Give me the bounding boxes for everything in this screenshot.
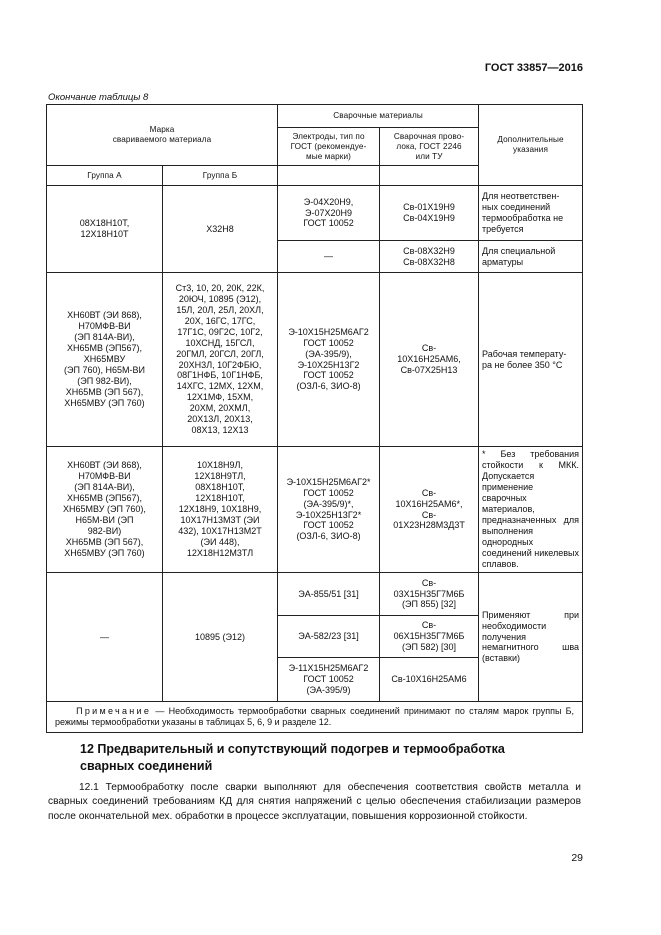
header-wire: Сварочная прово- лока, ГОСТ 2246 или ТУ xyxy=(380,128,479,166)
cell-group-a: ХН60ВТ (ЭИ 868), Н70МФВ-ВИ (ЭП 814А-ВИ), ХН65МВ (ЭП567), ХН65МВУ (ЭП 760), Н65М-ВИ (ЭП 982-ВИ), ХН65МВ (ЭП 567), ХН65МВУ (ЭП 760) xyxy=(47,273,163,447)
table-header-row xyxy=(47,105,583,128)
note-text: — Необходимость термообработки сварных соединений принимают по сталям марок группы Б, режимы термообработки указаны в таблицах 5, 6, 9 и разделе 12. xyxy=(55,706,575,727)
section-paragraph: 12.1 Термообработку после сварки выполняют для обеспечения соответствия свойств металла и сварных соединений требованиям КД для снятия напряжений с целью обеспечения стабилизации размеров после окончательной мех. обработки в процессе эксплуатации, повышения коррозионной стойкости. xyxy=(48,782,581,822)
section-title: 12 Предварительный и сопутствующий подогрев и термообработка сварных соединений xyxy=(80,742,505,773)
header-notes: Дополнительные указания xyxy=(479,105,583,186)
header-grade: Марка свариваемого материала xyxy=(47,105,278,166)
table-row xyxy=(47,186,583,241)
cell-wire: Св-10Х16Н25АМ6 xyxy=(380,658,479,702)
cell-group-a: 08Х18Н10Т, 12Х18Н10Т xyxy=(47,186,163,273)
cell-group-b: 10Х18Н9Л, 12Х18Н9ТЛ, 08Х18Н10Т, 12Х18Н10Т, 12Х18Н9, 10Х18Н9, 10Х17Н13М3Т (ЭИ 432), 10Х17Н13М2Т (ЭИ 448), 12Х18Н12М3ТЛ xyxy=(163,447,278,573)
cell-electrodes: Э-10Х15Н25М6АГ2 ГОСТ 10052 (ЭА-395/9), Э-10Х25Н13Г2 ГОСТ 10052 (ОЗЛ-6, ЗИО-8) xyxy=(278,273,380,447)
cell-notes: Для специальной арматуры xyxy=(479,241,583,273)
cell-wire: Св- 10Х16Н25АМ6*, Св- 01Х23Н28М3Д3Т xyxy=(380,447,479,573)
cell-electrodes: ЭА-582/23 [31] xyxy=(278,616,380,658)
standard-number: ГОСТ 33857—2016 xyxy=(484,62,583,74)
cell-group-b: 10895 (Э12) xyxy=(163,573,278,702)
cell-notes: Для неответствен- ных соединений термообработка не требуется xyxy=(479,186,583,241)
note-label: Примечание xyxy=(76,706,152,716)
welding-materials-table xyxy=(46,104,583,733)
table-note xyxy=(47,702,583,733)
cell-group-b: Х32Н8 xyxy=(163,186,278,273)
cell-notes: Рабочая температу- ра не более 350 °С xyxy=(479,273,583,447)
cell-group-a: — xyxy=(47,573,163,702)
header-empty-cell xyxy=(278,166,380,186)
header-welding-materials: Сварочные материалы xyxy=(278,105,479,128)
header-electrodes: Электроды, тип по ГОСТ (рекомендуе- мые марки) xyxy=(278,128,380,166)
cell-notes: * Без требования стойкости к МКК. Допускается применение сварочных материалов, предназначенных для выполнения однородных соединений никелевых сплавов. xyxy=(479,447,583,573)
cell-electrodes: — xyxy=(278,241,380,273)
cell-electrodes: Э-11Х15Н25М6АГ2 ГОСТ 10052 (ЭА-395/9) xyxy=(278,658,380,702)
table-row xyxy=(47,573,583,616)
table-continuation-caption: Окончание таблицы 8 xyxy=(48,92,149,103)
cell-electrodes: ЭА-855/51 [31] xyxy=(278,573,380,616)
cell-electrodes: Э-04Х20Н9, Э-07Х20Н9 ГОСТ 10052 xyxy=(278,186,380,241)
cell-wire: Св-01Х19Н9 Св-04Х19Н9 xyxy=(380,186,479,241)
header-group-b: Группа Б xyxy=(163,166,278,186)
table-note-row xyxy=(47,702,583,733)
header-empty-cell xyxy=(380,166,479,186)
page-number: 29 xyxy=(571,852,583,864)
cell-electrodes: Э-10Х15Н25М6АГ2* ГОСТ 10052 (ЭА-395/9)*, Э-10Х25Н13Г2* ГОСТ 10052 (ОЗЛ-6, ЗИО-8) xyxy=(278,447,380,573)
cell-wire: Св- 03Х15Н35Г7М6Б (ЭП 855) [32] xyxy=(380,573,479,616)
table-row xyxy=(47,447,583,573)
cell-group-b: Ст3, 10, 20, 20К, 22К, 20ЮЧ, 10895 (Э12), 15Л, 20Л, 25Л, 20ХЛ, 20Х, 16ГС, 17ГС, 17Г1С, 09Г2С, 10Г2, 10ХСНД, 15ГСЛ, 20ГМЛ, 20ГСЛ, 20ГЛ, 20ХН3Л, 10Г2ФБЮ, 08Г1НФБ, 10Г1НФБ, 14ХГС, 12МХ, 12ХМ, 12Х1МФ, 15ХМ, 20ХМ, 20ХМЛ, 20Х13Л, 20Х13, 08Х13, 12Х13 xyxy=(163,273,278,447)
cell-wire: Св- 10Х16Н25АМ6, Св-07Х25Н13 xyxy=(380,273,479,447)
cell-notes: Применяют при необходимости получения немагнитного шва (вставки) xyxy=(479,573,583,702)
cell-wire: Св-08Х32Н9 Св-08Х32Н8 xyxy=(380,241,479,273)
cell-wire: Св- 06Х15Н35Г7М6Б (ЭП 582) [30] xyxy=(380,616,479,658)
header-group-a: Группа А xyxy=(47,166,163,186)
table-row xyxy=(47,273,583,447)
cell-group-a: ХН60ВТ (ЭИ 868), Н70МФВ-ВИ (ЭП 814А-ВИ), ХН65МВ (ЭП567), ХН65МВУ (ЭП 760), Н65М-ВИ (ЭП 982-ВИ) ХН65МВ (ЭП 567), ХН65МВУ (ЭП 760) xyxy=(47,447,163,573)
